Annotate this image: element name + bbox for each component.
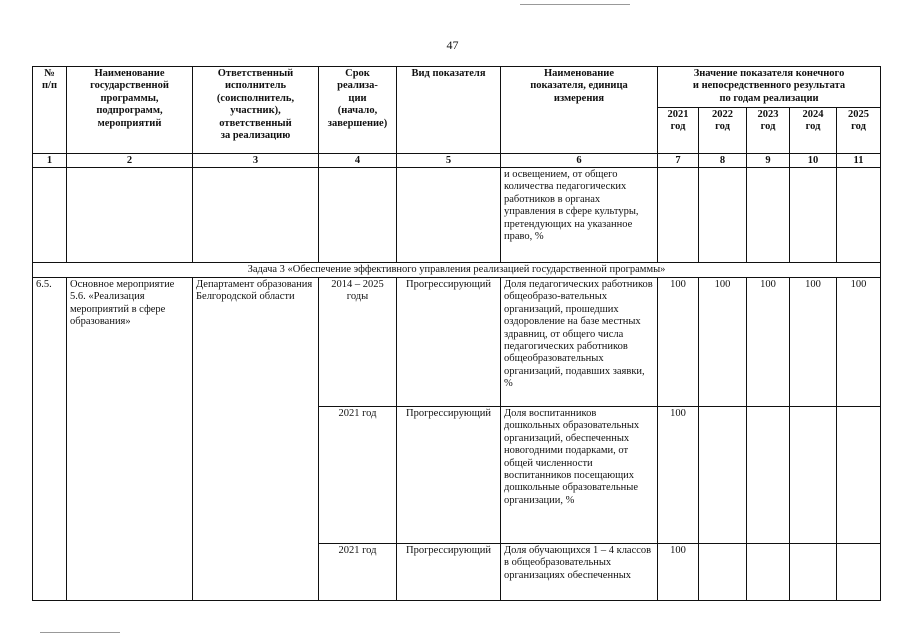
value-cell: 100 xyxy=(658,407,699,544)
header-indicator-name: Наименование показателя, единица измерения xyxy=(501,67,658,154)
value-cell: 100 xyxy=(747,278,790,407)
value-cell: 100 xyxy=(699,278,747,407)
scan-artifact-line xyxy=(520,4,630,5)
item-name: Основное мероприятие 5.6. «Реализация мероприятий в сфере образования» xyxy=(67,278,193,601)
header-number: № п/п xyxy=(33,67,67,154)
page-number: 47 xyxy=(446,38,459,52)
column-number: 8 xyxy=(699,154,747,168)
header-period: Срок реализа- ции (начало, завершение) xyxy=(319,67,397,154)
value-cell xyxy=(837,544,881,601)
indicator-name-cell: и освещением, от общего количества педагогических работников в органах управления в сфере культуры, претендующих на указанное право, % xyxy=(501,168,658,263)
header-year: 2025 год xyxy=(837,108,881,154)
value-cell xyxy=(747,544,790,601)
indicator-type-cell: Прогрессирующий xyxy=(397,407,501,544)
value-cell xyxy=(837,407,881,544)
value-cell xyxy=(747,407,790,544)
period-cell: 2014 – 2025 годы xyxy=(319,278,397,407)
indicator-type-cell: Прогрессирующий xyxy=(397,544,501,601)
header-indicator-type: Вид показателя xyxy=(397,67,501,154)
header-year: 2022 год xyxy=(699,108,747,154)
column-number: 6 xyxy=(501,154,658,168)
value-cell: 100 xyxy=(790,278,837,407)
task-row xyxy=(33,263,881,278)
column-number: 2 xyxy=(67,154,193,168)
column-number: 5 xyxy=(397,154,501,168)
task-title: Задача 3 «Обеспечение эффективного управления реализацией государственной программы» xyxy=(33,263,881,278)
value-cell: 100 xyxy=(837,278,881,407)
indicator-name-cell: Доля педагогических работников общеобразо-вательных организаций, прошедших оздоровление на базе местных здравниц, от общего числа педагогических работников общеобразовательных организаций, подавших заявки, % xyxy=(501,278,658,407)
header-year: 2024 год xyxy=(790,108,837,154)
column-number: 1 xyxy=(33,154,67,168)
header-program: Наименование государственной программы, подпрограмм, мероприятий xyxy=(67,67,193,154)
value-cell xyxy=(790,407,837,544)
header-year: 2023 год xyxy=(747,108,790,154)
indicator-name-cell: Доля воспитанников дошкольных образовательных организаций, обеспеченных новогодними подарками, от общей численности воспитанников посещающих дошкольные образовательные организации, % xyxy=(501,407,658,544)
header-values-group: Значение показателя конечного и непосредственного результата по годам реализации xyxy=(658,67,881,108)
column-number: 10 xyxy=(790,154,837,168)
value-cell xyxy=(699,544,747,601)
indicator-type-cell: Прогрессирующий xyxy=(397,278,501,407)
header-year: 2021 год xyxy=(658,108,699,154)
program-indicators-table xyxy=(32,66,881,601)
header-executor: Ответственный исполнитель (соисполнитель, участник), ответственный за реализацию xyxy=(193,67,319,154)
value-cell xyxy=(699,407,747,544)
column-number: 3 xyxy=(193,154,319,168)
column-number: 11 xyxy=(837,154,881,168)
value-cell: 100 xyxy=(658,544,699,601)
item-number: 6.5. xyxy=(33,278,67,601)
table-header-row xyxy=(33,67,881,108)
column-numbers-row xyxy=(33,154,881,168)
value-cell xyxy=(790,544,837,601)
scan-artifact-line xyxy=(40,632,120,633)
indicator-name-cell: Доля обучающихся 1 – 4 классов в общеобразовательных организациях обеспеченных xyxy=(501,544,658,601)
column-number: 9 xyxy=(747,154,790,168)
value-cell: 100 xyxy=(658,278,699,407)
column-number: 4 xyxy=(319,154,397,168)
table-row xyxy=(33,278,881,407)
item-executor: Департамент образования Белгородской области xyxy=(193,278,319,601)
continuation-row xyxy=(33,168,881,263)
period-cell: 2021 год xyxy=(319,544,397,601)
column-number: 7 xyxy=(658,154,699,168)
period-cell: 2021 год xyxy=(319,407,397,544)
